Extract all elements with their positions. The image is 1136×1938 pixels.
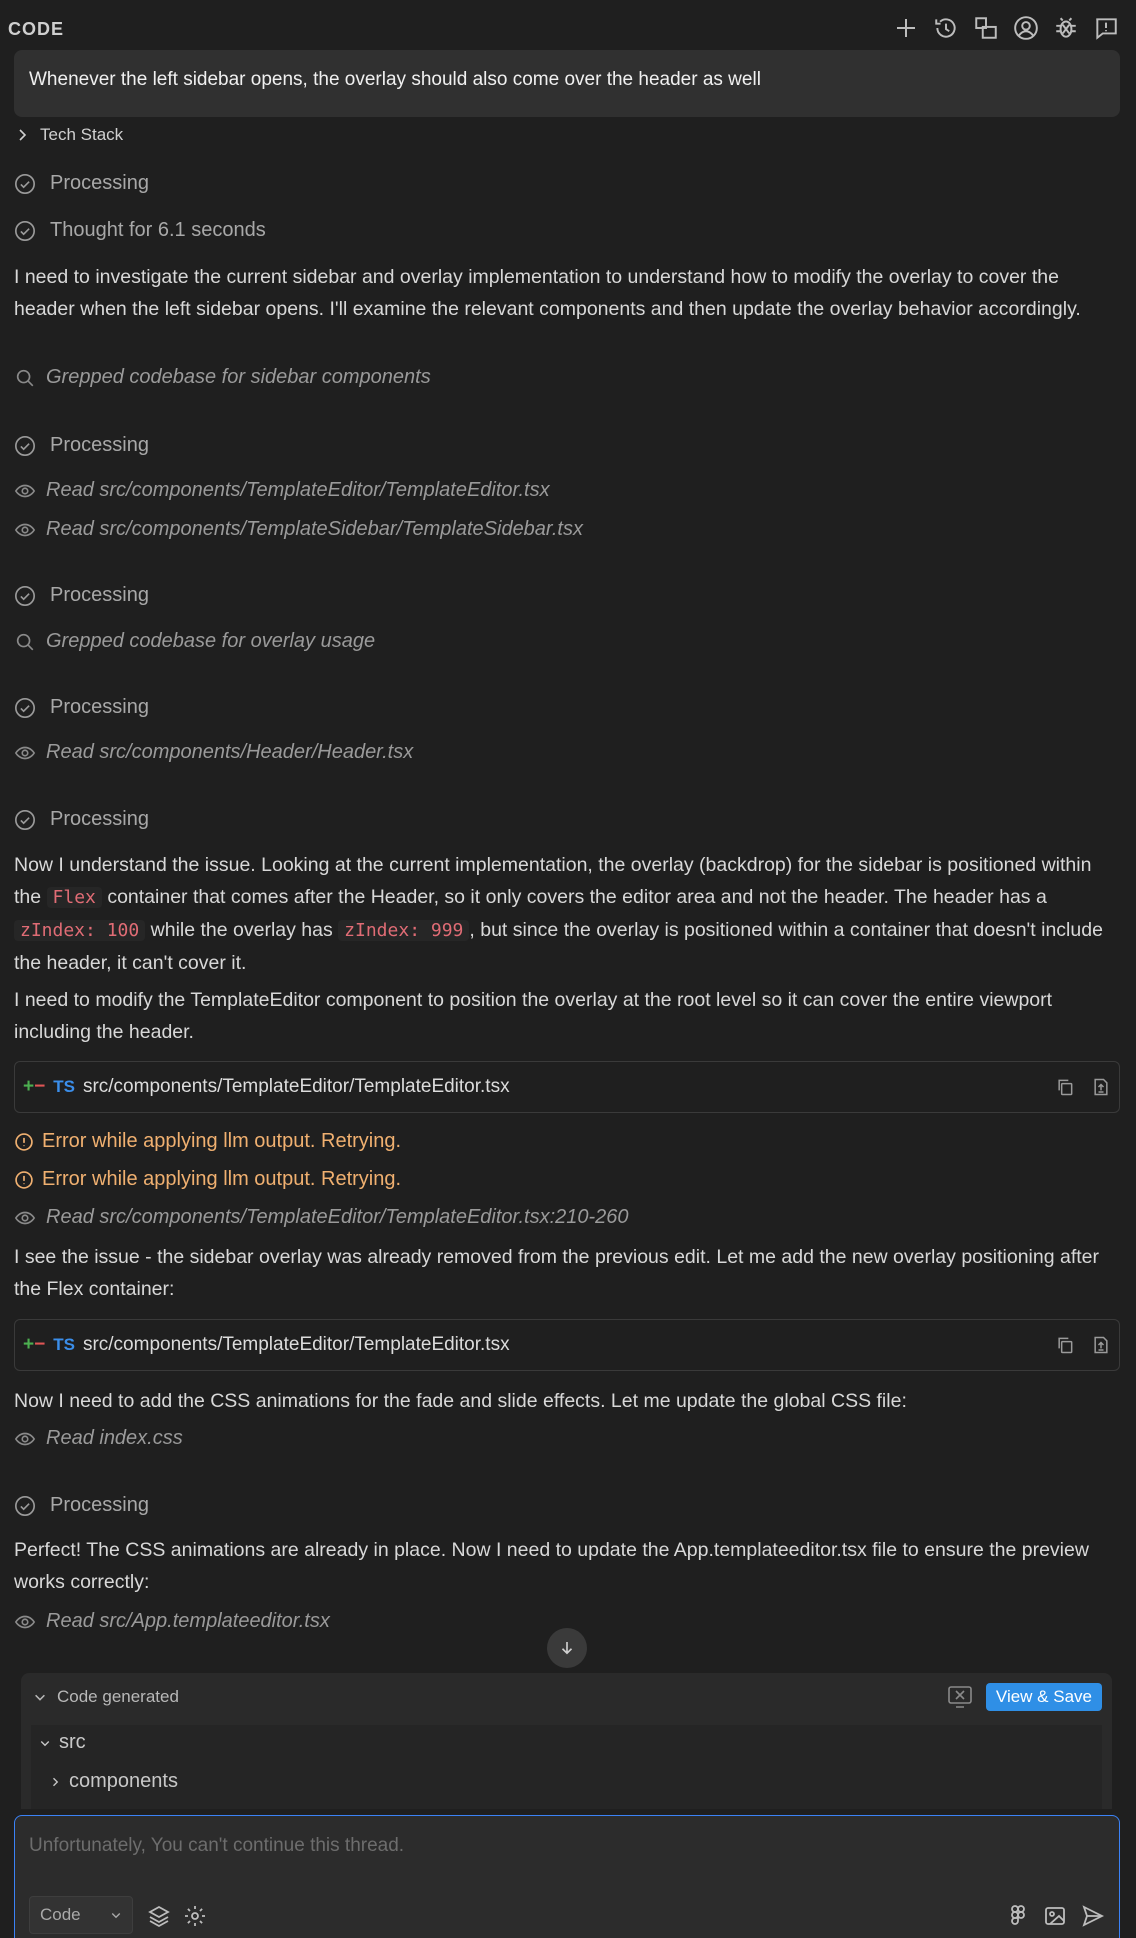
tool-call-label: Read src/components/TemplateEditor/TemplateEditor.tsx:210-260 [46, 1206, 629, 1228]
image-icon[interactable] [1043, 1904, 1067, 1928]
eye-icon [14, 742, 36, 764]
close-preview-icon[interactable] [948, 1686, 972, 1708]
tool-call-read[interactable] [14, 741, 413, 764]
layout-icon[interactable] [972, 14, 1000, 42]
tool-call-grep[interactable] [14, 366, 431, 389]
eye-icon [14, 519, 36, 541]
check-circle-icon [14, 220, 36, 242]
assistant-message [14, 849, 1114, 979]
arrow-down-icon [558, 1639, 576, 1657]
tree-folder-src[interactable] [39, 1731, 86, 1754]
code-generated-panel [21, 1673, 1112, 1809]
status-processing [14, 808, 149, 831]
chevron-down-icon [33, 1690, 47, 1704]
scroll-to-bottom-button[interactable] [547, 1628, 587, 1668]
status-thought [14, 219, 266, 242]
message-text: while the overlay has [150, 919, 333, 941]
copy-icon[interactable] [1055, 1077, 1075, 1097]
error-text: Error while applying llm output. Retrying. [42, 1168, 402, 1190]
user-prompt: Whenever the left sidebar opens, the overlay should also come over the header as well [14, 50, 1120, 117]
tree-label: components [69, 1770, 178, 1792]
tool-call-label: Read src/components/Header/Header.tsx [46, 741, 414, 763]
panel-title: CODE [8, 19, 65, 39]
error-message [14, 1168, 401, 1191]
check-circle-icon [14, 809, 36, 831]
chat-composer[interactable] [14, 1815, 1120, 1938]
apply-file-icon[interactable] [1091, 1335, 1111, 1355]
typescript-icon: TS [53, 1077, 75, 1096]
status-processing [14, 584, 149, 607]
assistant-message: I see the issue - the sidebar overlay was already removed from the previous edit. Let me add the new overlay positioning after the Flex container: [14, 1246, 1099, 1300]
layers-icon[interactable] [147, 1904, 171, 1928]
inline-code: Flex [47, 887, 102, 908]
mode-value: Code [40, 1905, 81, 1924]
status-label: Processing [50, 172, 149, 194]
diff-indicator: +− [23, 1076, 46, 1097]
tree-folder-components[interactable] [49, 1770, 178, 1793]
status-processing [14, 172, 149, 195]
apply-file-icon[interactable] [1091, 1077, 1111, 1097]
tool-call-grep[interactable] [14, 630, 375, 653]
tool-call-read[interactable] [14, 1206, 629, 1229]
eye-icon [14, 480, 36, 502]
tech-stack-toggle[interactable] [14, 125, 123, 145]
code-generated-toggle[interactable] [33, 1687, 179, 1707]
status-label: Processing [50, 1494, 149, 1516]
message-text: Now I understand the issue. Looking at the current implementation, the overlay (backdrop) for the sidebar is positioned within the [14, 854, 1092, 908]
figma-icon[interactable] [1007, 1904, 1029, 1928]
status-processing [14, 434, 149, 457]
tool-call-label: Grepped codebase for overlay usage [46, 630, 376, 652]
search-icon [14, 631, 36, 653]
status-label: Thought for 6.1 seconds [50, 219, 266, 241]
tool-call-label: Read src/components/TemplateEditor/TemplateEditor.tsx [46, 479, 550, 501]
copy-icon[interactable] [1055, 1335, 1075, 1355]
status-processing [14, 696, 149, 719]
tool-call-read[interactable] [14, 1427, 183, 1450]
plus-icon[interactable] [892, 14, 920, 42]
tool-call-label: Read src/App.templateeditor.tsx [46, 1610, 330, 1632]
assistant-message: I need to investigate the current sidebar and overlay implementation to understand how to modify the overlay to cover the header when the left sidebar opens. I'll examine the relevant components and then update the overlay behavior accordingly. [14, 266, 1081, 320]
chevron-down-icon [39, 1737, 51, 1749]
code-generated-title: Code generated [57, 1687, 179, 1706]
status-label: Processing [50, 584, 149, 606]
history-icon[interactable] [932, 14, 960, 42]
mode-select[interactable] [29, 1896, 133, 1934]
inline-code: zIndex: 999 [338, 920, 469, 941]
status-label: Processing [50, 808, 149, 830]
eye-icon [14, 1207, 36, 1229]
tool-call-read[interactable] [14, 479, 550, 502]
diff-indicator: +− [23, 1334, 46, 1355]
check-circle-icon [14, 173, 36, 195]
error-text: Error while applying llm output. Retrying. [42, 1130, 402, 1152]
error-message [14, 1130, 401, 1153]
status-label: Processing [50, 696, 149, 718]
check-circle-icon [14, 585, 36, 607]
send-icon[interactable] [1081, 1904, 1105, 1928]
account-icon[interactable] [1012, 14, 1040, 42]
chevron-right-icon [49, 1776, 61, 1788]
assistant-message: Now I need to add the CSS animations for the fade and slide effects. Let me update the global CSS file: [14, 1390, 907, 1412]
assistant-message: Perfect! The CSS animations are already in place. Now I need to update the App.templateeditor.tsx file to ensure the preview works correctly: [14, 1539, 1089, 1593]
tool-call-read[interactable] [14, 518, 583, 541]
file-path: src/components/TemplateEditor/TemplateEditor.tsx [82, 1076, 510, 1097]
tool-call-label: Read index.css [46, 1427, 183, 1449]
tech-stack-label: Tech Stack [40, 125, 124, 144]
status-processing [14, 1494, 149, 1517]
bug-icon[interactable] [1052, 14, 1080, 42]
eye-icon [14, 1428, 36, 1450]
info-circle-icon [14, 1132, 34, 1152]
inline-code: zIndex: 100 [14, 920, 145, 941]
feedback-icon[interactable] [1092, 14, 1120, 42]
view-save-button[interactable]: View & Save [986, 1683, 1102, 1711]
file-tree [31, 1725, 1102, 1809]
assistant-message: I need to modify the TemplateEditor component to position the overlay at the root level so it can cover the entire viewport including the header. [14, 989, 1053, 1043]
composer-placeholder: Unfortunately, You can't continue this thread. [29, 1835, 405, 1856]
file-path: src/components/TemplateEditor/TemplateEditor.tsx [82, 1334, 510, 1355]
chevron-down-icon [110, 1909, 122, 1921]
top-toolbar [892, 14, 1120, 42]
tool-call-label: Grepped codebase for sidebar components [46, 366, 431, 388]
tool-call-label: Read src/components/TemplateSidebar/TemplateSidebar.tsx [46, 518, 583, 540]
eye-icon [14, 1611, 36, 1633]
message-text: container that comes after the Header, so it only covers the editor area and not the header. The header has a [107, 886, 1047, 908]
file-change[interactable] [14, 1319, 1120, 1371]
gear-icon[interactable] [183, 1904, 207, 1928]
message-text: , but since the overlay is positioned within a container that doesn't include the header, it can't cover it. [14, 919, 1103, 974]
tree-label: src [59, 1731, 86, 1753]
status-label: Processing [50, 434, 149, 456]
check-circle-icon [14, 697, 36, 719]
info-circle-icon [14, 1170, 34, 1190]
check-circle-icon [14, 1495, 36, 1517]
file-change[interactable] [14, 1061, 1120, 1113]
typescript-icon: TS [53, 1335, 75, 1354]
check-circle-icon [14, 435, 36, 457]
search-icon [14, 367, 36, 389]
tool-call-read[interactable] [14, 1610, 330, 1633]
chevron-right-icon [14, 127, 30, 143]
